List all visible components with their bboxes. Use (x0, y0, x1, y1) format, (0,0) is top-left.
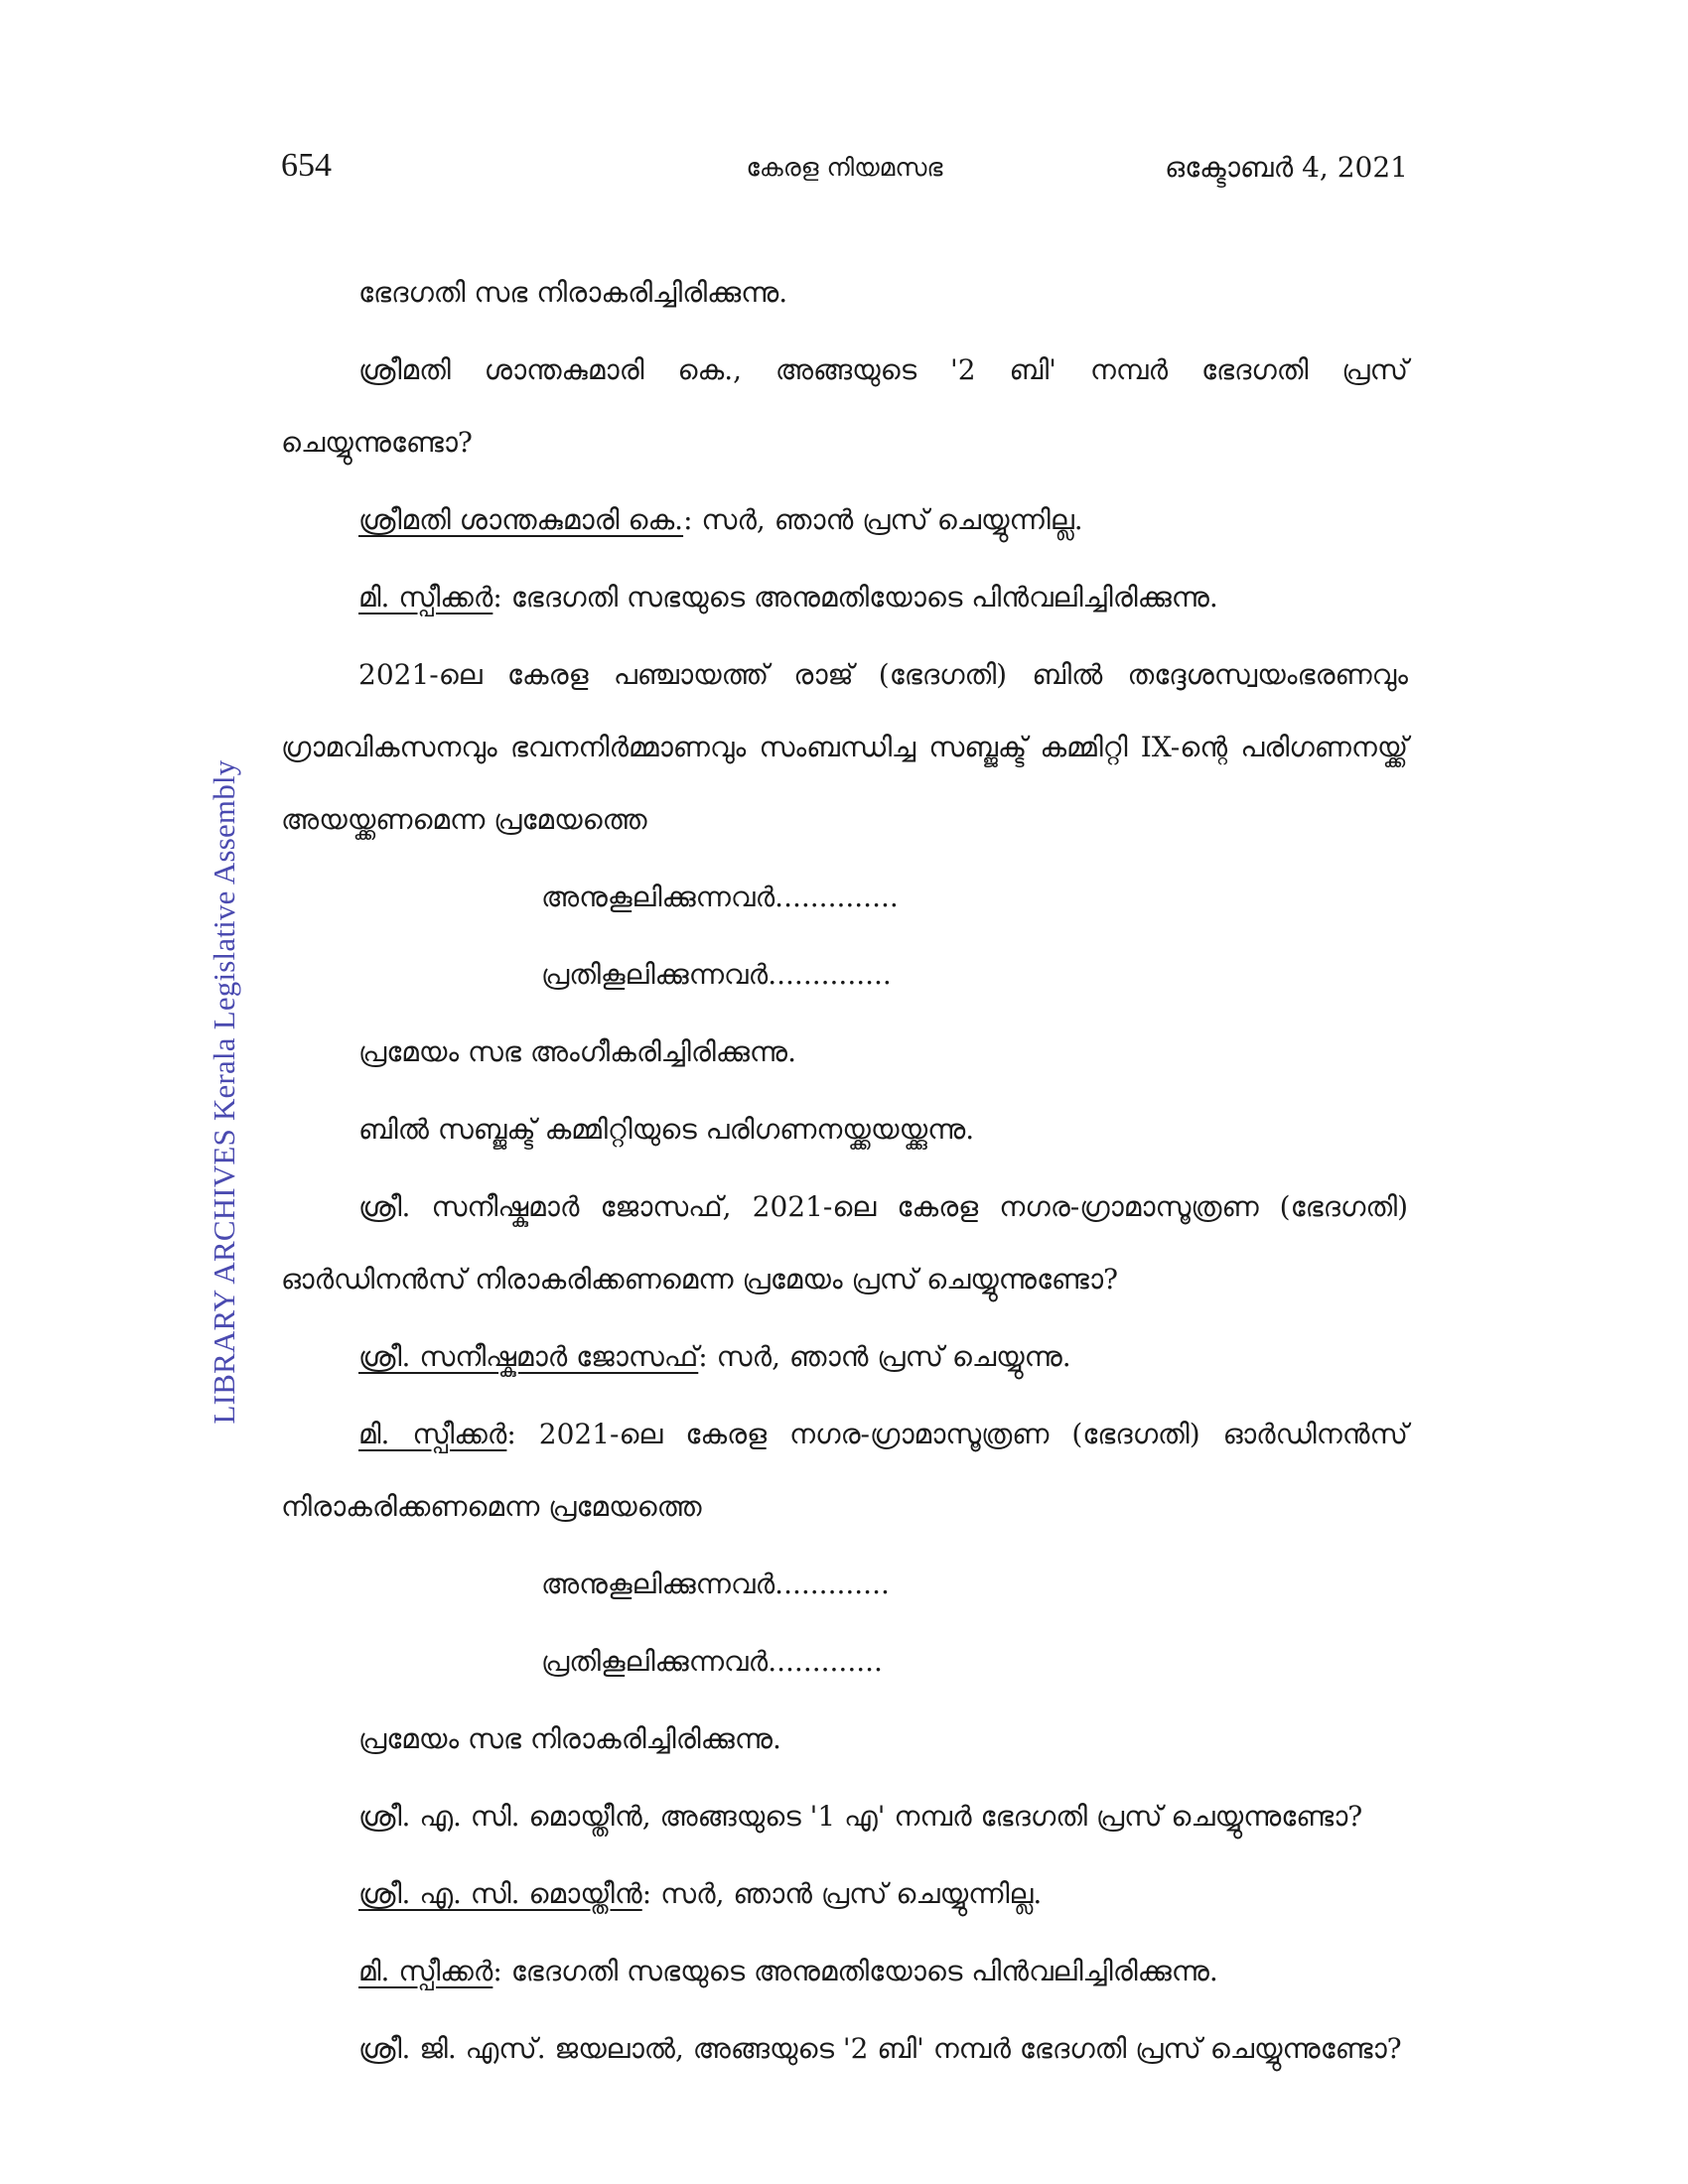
page-header (281, 147, 1408, 197)
paragraph-text: ശ്രീ. എ. സി. മൊയ്തീൻ, അങ്ങയുടെ '1 എ' നമ്പർ ഭേദഗതി പ്രസ് ചെയ്യുന്നുണ്ടോ? (358, 1800, 1363, 1833)
paragraph-text: പ്രമേയം സഭ നിരാകരിച്ചിരിക്കുന്നു. (358, 1722, 781, 1755)
paragraph-text: : 2021-ലെ കേരള നഗര-ഗ്രാമാസൂത്രണ (ഭേദഗതി) ഓർഡിനൻസ് നിരാകരിക്കണമെന്ന പ്രമേയത്തെ (281, 1418, 1408, 1523)
paragraph-text: : ഭേദഗതി സഭയുടെ അനുമതിയോടെ പിൻവലിച്ചിരിക്കുന്നു. (492, 581, 1218, 614)
paragraph-text: 2021-ലെ കേരള പഞ്ചായത്ത് രാജ് (ഭേദഗതി) ബിൽ തദ്ദേശസ്വയംഭരണവും ഗ്രാമവികസനവും ഭവനനിർമ്മാണവും സംബന്ധിച്ച സബ്ജക്ട് കമ്മിറ്റി IX-ന്റെ പരിഗണനയ്ക്ക് അയയ്ക്കണമെന്ന പ്രമേയത്തെ (281, 658, 1408, 836)
paragraph (281, 561, 1408, 633)
speaker-name: ശ്രീ. എ. സി. മൊയ്തീൻ (358, 1877, 642, 1910)
paragraph-text: പ്രതികൂലിക്കുന്നവർ.............. (541, 958, 892, 991)
page-number: 654 (281, 147, 332, 184)
paragraph-text: ശ്രീ. ജി. എസ്. ജയലാൽ, അങ്ങയുടെ '2 ബി' നമ്പർ ഭേദഗതി പ്രസ് ചെയ്യുന്നുണ്ടോ? (358, 2032, 1402, 2065)
paragraph-text: അനുകൂലിക്കുന്നവർ.............. (541, 881, 899, 913)
paragraph (281, 334, 1408, 478)
paragraph-text: പ്രതികൂലിക്കുന്നവർ............. (541, 1645, 883, 1678)
paragraph-text: : സർ, ഞാൻ പ്രസ് ചെയ്യുന്നില്ല. (641, 1877, 1043, 1910)
paragraph (281, 1780, 1408, 1852)
paragraph (281, 1935, 1408, 2007)
header-date: ഒക്ടോബർ 4, 2021 (1165, 151, 1408, 184)
paragraph-text: പ്രമേയം സഭ അംഗീകരിച്ചിരിക്കുന്നു. (358, 1035, 796, 1068)
paragraph-text: ഭേദഗതി സഭ നിരാകരിച്ചിരിക്കുന്നു. (358, 276, 788, 309)
paragraph-text: ശ്രീമതി ശാന്തകുമാരി കെ., അങ്ങയുടെ '2 ബി' നമ്പർ ഭേദഗതി പ്രസ് ചെയ്യുന്നുണ്ടോ? (281, 353, 1408, 459)
paragraph (281, 638, 1408, 856)
paragraph-text: : സർ, ഞാൻ പ്രസ് ചെയ്യുന്നില്ല. (683, 503, 1083, 536)
paragraph (281, 256, 1408, 329)
paragraph (281, 1093, 1408, 1165)
vote-line (281, 861, 1408, 933)
paragraph-text: : സർ, ഞാൻ പ്രസ് ചെയ്യുന്നു. (698, 1340, 1071, 1373)
paragraph (281, 1170, 1408, 1315)
paragraph (281, 1857, 1408, 1930)
vote-line (281, 1625, 1408, 1698)
paragraph (281, 1016, 1408, 1088)
paragraph (281, 1398, 1408, 1543)
speaker-name: ശ്രീ. സനീഷ്കുമാർ ജോസഫ് (358, 1340, 699, 1373)
paragraph-text: : ഭേദഗതി സഭയുടെ അനുമതിയോടെ പിൻവലിച്ചിരിക്കുന്നു. (492, 1955, 1218, 1987)
document-body (281, 256, 1408, 2090)
paragraph (281, 2012, 1408, 2085)
paragraph-text: ശ്രീ. സനീഷ്കുമാർ ജോസഫ്, 2021-ലെ കേരള നഗര-ഗ്രാമാസൂത്രണ (ഭേദഗതി) ഓർഡിനൻസ് നിരാകരിക്കണമെന്ന പ്രമേയം പ്രസ് ചെയ്യുന്നുണ്ടോ? (281, 1190, 1408, 1296)
vote-line (281, 938, 1408, 1011)
vote-line (281, 1548, 1408, 1620)
paragraph-text: ബിൽ സബ്ജക്ട് കമ്മിറ്റിയുടെ പരിഗണനയ്ക്കയയ്ക്കുന്നു. (358, 1113, 975, 1146)
paragraph (281, 1703, 1408, 1775)
paragraph (281, 1320, 1408, 1393)
speaker-name: ശ്രീമതി ശാന്തകുമാരി കെ. (358, 503, 684, 536)
speaker-name: മി. സ്പീക്കർ (358, 1418, 507, 1450)
paragraph (281, 483, 1408, 556)
speaker-name: മി. സ്പീക്കർ (358, 581, 493, 614)
speaker-name: മി. സ്പീക്കർ (358, 1955, 493, 1987)
running-title: കേരള നിയമസഭ (746, 153, 943, 182)
archive-watermark: LIBRARY ARCHIVES Kerala Legislative Assembly (207, 759, 241, 1425)
paragraph-text: അനുകൂലിക്കുന്നവർ............. (541, 1568, 890, 1600)
